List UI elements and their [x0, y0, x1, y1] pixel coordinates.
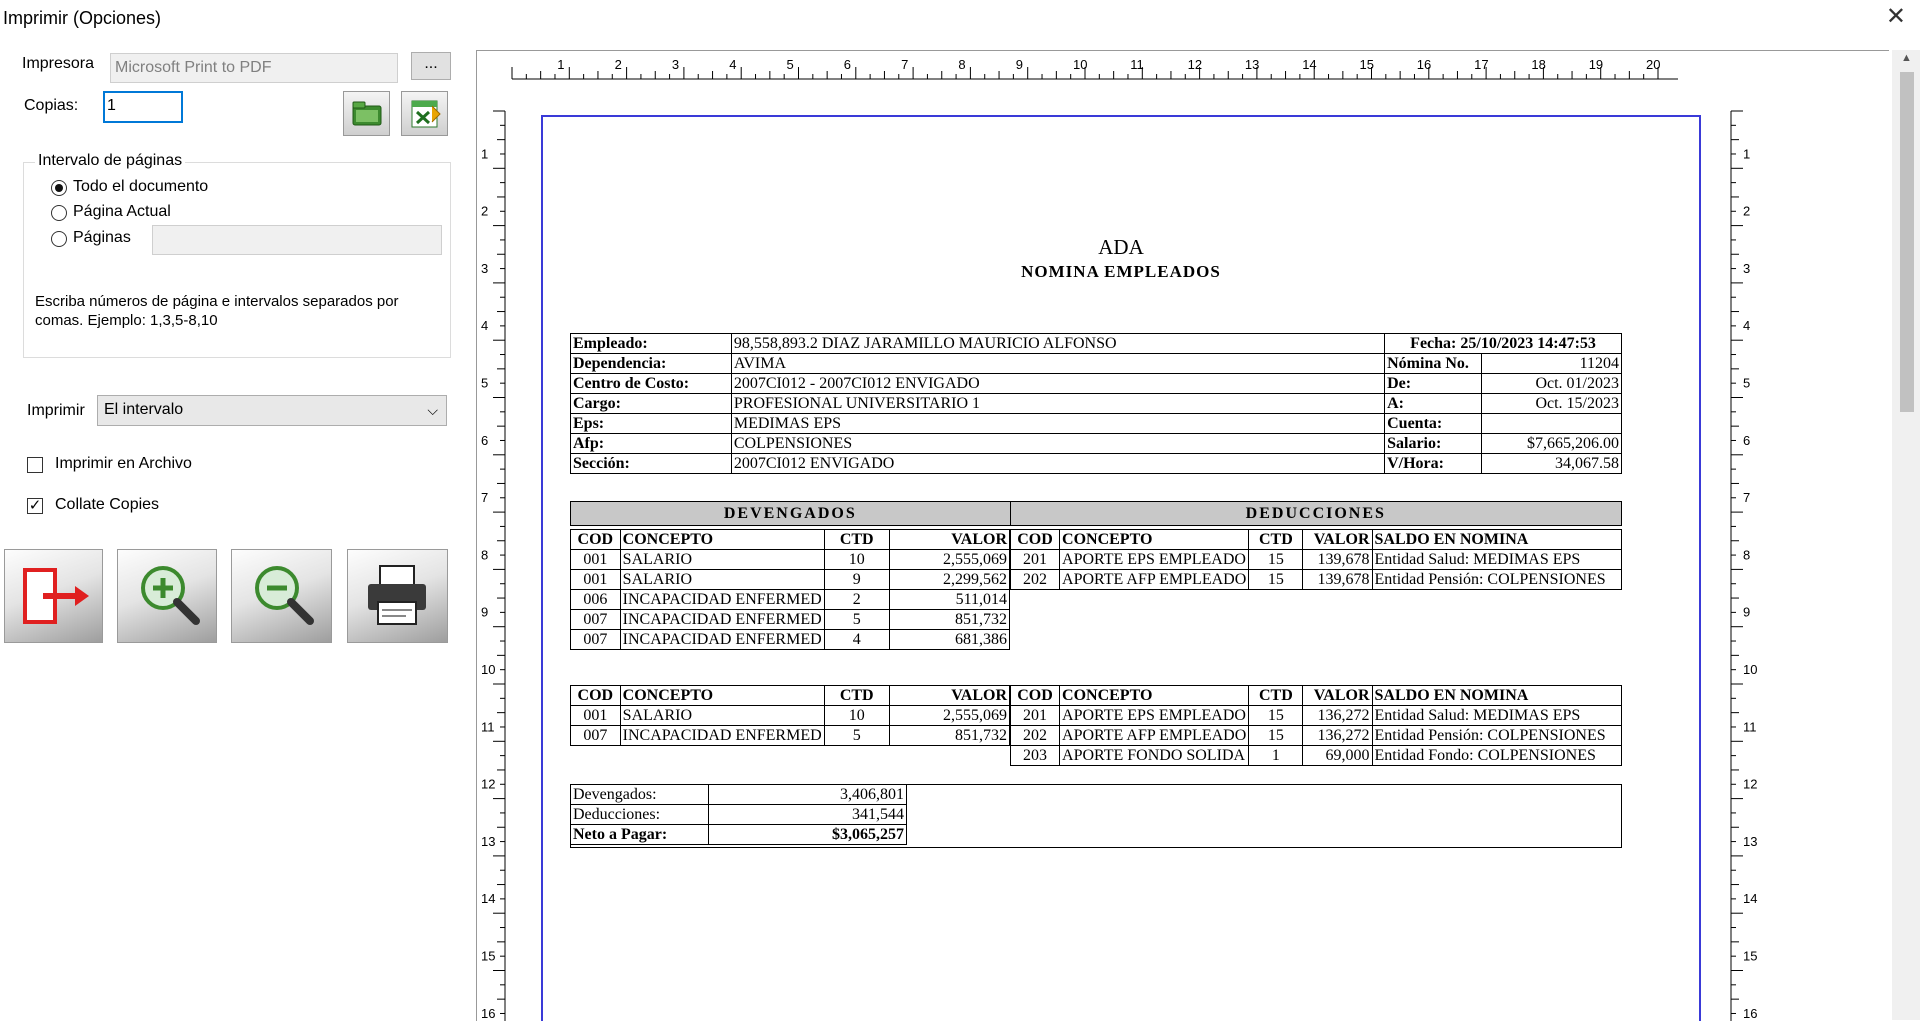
deduccion-row	[1011, 550, 1622, 570]
deducciones-table-1	[1010, 529, 1622, 590]
export-excel-icon	[402, 92, 447, 135]
devengados-table-2	[570, 685, 1010, 746]
info-value: AVIMA	[731, 354, 1384, 374]
cod-cell: 006	[571, 590, 621, 610]
valor-cell: 136,272	[1303, 706, 1372, 726]
concepto-cell: SALARIO	[620, 570, 824, 590]
saldo-cell: Entidad Fondo: COLPENSIONES	[1372, 746, 1621, 766]
ruler-label: 11	[1743, 719, 1757, 735]
devengado-row	[571, 550, 1010, 570]
col-saldo: SALDO EN NOMINA	[1372, 686, 1621, 706]
cod-cell: 203	[1011, 746, 1060, 766]
ruler-label: 11	[1130, 57, 1144, 72]
devengados-table-1	[570, 529, 1010, 650]
radio-all-pages[interactable]	[51, 180, 67, 196]
ruler-label: 9	[481, 604, 489, 620]
ruler-right	[1727, 71, 1759, 1021]
concepto-cell: APORTE FONDO SOLIDA	[1060, 746, 1249, 766]
info-value: 2007CI012 - 2007CI012 ENVIGADO	[731, 374, 1384, 394]
ruler-label: 4	[481, 318, 489, 334]
print-to-file-checkbox[interactable]	[27, 457, 43, 473]
info-label: Nómina No.	[1385, 354, 1482, 374]
radio-current-page[interactable]	[51, 205, 67, 221]
ctd-cell: 15	[1249, 570, 1303, 590]
valor-cell: 139,678	[1303, 570, 1372, 590]
copies-label: Copias:	[24, 97, 79, 114]
info-value: 98,558,893.2 DIAZ JARAMILLO MAURICIO ALFONSO	[731, 334, 1384, 354]
cod-cell: 201	[1011, 550, 1060, 570]
ruler-label: 9	[1015, 57, 1023, 72]
col-ctd: CTD	[1249, 686, 1303, 706]
info-label: Cargo:	[571, 394, 732, 414]
info-row	[571, 454, 1622, 474]
deduccion-row	[1011, 746, 1622, 766]
ruler-label: 18	[1531, 57, 1546, 72]
cod-cell: 202	[1011, 570, 1060, 590]
ruler-label: 4	[1743, 318, 1751, 334]
info-value: $7,665,206.00	[1482, 434, 1622, 454]
ctd-cell: 4	[824, 630, 889, 650]
concepto-cell: SALARIO	[620, 706, 824, 726]
radio-all-pages-label[interactable]: Todo el documento	[73, 178, 209, 195]
ruler-label: 10	[481, 662, 496, 677]
cod-cell: 001	[571, 570, 621, 590]
collate-checkbox[interactable]: ✓	[28, 497, 42, 514]
concepto-cell: INCAPACIDAD ENFERMED	[620, 630, 824, 650]
ctd-cell: 15	[1249, 706, 1303, 726]
ruler-label: 10	[1743, 662, 1758, 677]
ruler-label: 10	[1073, 57, 1088, 72]
ctd-cell: 1	[1249, 746, 1303, 766]
ruler-label: 8	[958, 57, 966, 72]
chevron-down-icon: ⌵	[427, 402, 438, 418]
report-company: ADA	[1098, 235, 1144, 259]
ruler-label: 13	[1244, 57, 1260, 72]
ruler-label: 4	[729, 57, 737, 72]
cod-cell: 007	[571, 630, 621, 650]
ruler-label: 11	[481, 719, 495, 735]
info-label: Eps:	[571, 414, 732, 434]
col-valor: VALOR	[1303, 530, 1372, 550]
ruler-label: 15	[1359, 57, 1374, 72]
valor-cell: 511,014	[889, 590, 1009, 610]
concepto-cell: APORTE AFP EMPLEADO	[1060, 726, 1249, 746]
cod-cell: 201	[1011, 706, 1060, 726]
collate-label[interactable]: Collate Copies	[55, 496, 160, 513]
ruler-label: 3	[1743, 260, 1751, 276]
title-bar	[0, 0, 1920, 38]
ruler-left	[477, 71, 509, 1021]
ruler-label: 13	[1743, 833, 1758, 849]
cod-cell: 001	[571, 550, 621, 570]
ruler-label: 3	[481, 260, 489, 276]
ctd-cell: 9	[824, 570, 889, 590]
pages-input[interactable]	[152, 225, 442, 255]
ruler-label: 16	[1416, 57, 1432, 72]
total-row	[571, 785, 907, 805]
zoom-out-icon	[232, 550, 331, 642]
ruler-label: 1	[557, 57, 565, 72]
info-label: A:	[1385, 394, 1482, 414]
valor-cell: 2,299,562	[889, 570, 1009, 590]
valor-cell: 681,386	[889, 630, 1009, 650]
ctd-cell: 15	[1249, 726, 1303, 746]
total-value: $3,065,257	[708, 825, 906, 845]
total-row	[571, 805, 907, 825]
deducciones-header: DEDUCCIONES	[1010, 502, 1621, 526]
info-label: Sección:	[571, 454, 732, 474]
info-row	[571, 434, 1622, 454]
info-row	[571, 374, 1622, 394]
info-value: 2007CI012 ENVIGADO	[731, 454, 1384, 474]
saldo-cell: Entidad Pensión: COLPENSIONES	[1372, 570, 1621, 590]
exit-button[interactable]	[4, 549, 103, 643]
col-valor: VALOR	[889, 686, 1009, 706]
exit-icon	[5, 550, 102, 642]
ctd-cell: 10	[824, 550, 889, 570]
info-label: Centro de Costo:	[571, 374, 732, 394]
folder-icon	[344, 92, 389, 135]
ruler-label: 2	[614, 57, 622, 72]
close-icon[interactable]: ✕	[1885, 3, 1906, 30]
valor-cell: 2,555,069	[889, 550, 1009, 570]
ruler-label: 9	[1743, 604, 1751, 620]
ruler-label: 12	[1743, 776, 1758, 792]
col-ctd: CTD	[1249, 530, 1303, 550]
col-saldo: SALDO EN NOMINA	[1372, 530, 1621, 550]
deduccion-row	[1011, 706, 1622, 726]
export-excel-button[interactable]	[401, 91, 448, 136]
cod-cell: 001	[571, 706, 621, 726]
total-value: 341,544	[708, 805, 906, 825]
info-value: Oct. 15/2023	[1482, 394, 1622, 414]
ruler-label: 8	[481, 547, 489, 563]
print-what-select[interactable]	[97, 395, 447, 426]
info-label: Salario:	[1385, 434, 1482, 454]
open-folder-button[interactable]	[343, 91, 390, 136]
deduccion-row	[1011, 726, 1622, 746]
info-value	[1482, 414, 1622, 434]
info-row	[571, 394, 1622, 414]
col-cod: COD	[571, 686, 621, 706]
valor-cell: 69,000	[1303, 746, 1372, 766]
valor-cell: 851,732	[889, 726, 1009, 746]
printer-label: Impresora	[22, 55, 95, 72]
ruler-label: 14	[481, 891, 496, 907]
ruler-label: 8	[1743, 547, 1751, 563]
ruler-label: 13	[481, 833, 496, 849]
concepto-cell: APORTE AFP EMPLEADO	[1060, 570, 1249, 590]
cod-cell: 202	[1011, 726, 1060, 746]
concepto-cell: INCAPACIDAD ENFERMED	[620, 726, 824, 746]
column-header-row	[1011, 686, 1622, 706]
valor-cell: 139,678	[1303, 550, 1372, 570]
ruler-label: 14	[1302, 57, 1317, 72]
column-header-row	[571, 686, 1010, 706]
saldo-cell: Entidad Pensión: COLPENSIONES	[1372, 726, 1621, 746]
info-label: Dependencia:	[571, 354, 732, 374]
zoom-in-icon	[118, 550, 216, 642]
col-ctd: CTD	[824, 530, 889, 550]
ruler-label: 1	[1743, 146, 1751, 162]
report-date: Fecha: 25/10/2023 14:47:53	[1385, 334, 1622, 354]
info-value: COLPENSIONES	[731, 434, 1384, 454]
ruler-label: 2	[1743, 203, 1751, 219]
devengados-header: DEVENGADOS	[571, 502, 1011, 526]
info-value: 11204	[1482, 354, 1622, 374]
ctd-cell: 15	[1249, 550, 1303, 570]
concepto-cell: SALARIO	[620, 550, 824, 570]
info-value: Oct. 01/2023	[1482, 374, 1622, 394]
info-label: Afp:	[571, 434, 732, 454]
ruler-label: 12	[481, 776, 496, 792]
info-row	[571, 334, 1622, 354]
page-range-hint: Escriba números de página e intervalos separados por comas. Ejemplo: 1,3,5-8,10	[35, 293, 399, 329]
saldo-cell: Entidad Salud: MEDIMAS EPS	[1372, 706, 1621, 726]
copies-input[interactable]: 1	[103, 91, 183, 123]
devengado-row	[571, 610, 1010, 630]
print-to-file-label[interactable]: Imprimir en Archivo	[55, 455, 192, 472]
scrollbar-thumb[interactable]	[1900, 72, 1914, 412]
col-cod: COD	[571, 530, 621, 550]
total-label: Devengados:	[571, 785, 709, 805]
col-concepto: CONCEPTO	[620, 530, 824, 550]
report-title: NOMINA EMPLEADOS	[1021, 262, 1221, 281]
ruler-label: 15	[481, 948, 496, 964]
ruler-label: 16	[481, 1005, 496, 1021]
col-cod: COD	[1011, 530, 1060, 550]
ruler-label: 2	[481, 203, 489, 219]
column-header-row	[1011, 530, 1622, 550]
devengado-row	[571, 570, 1010, 590]
print-what-value: El intervalo	[104, 401, 184, 418]
section-header-table	[570, 501, 1622, 526]
col-valor: VALOR	[1303, 686, 1372, 706]
ruler-label: 20	[1646, 57, 1661, 72]
col-concepto: CONCEPTO	[1060, 686, 1249, 706]
col-concepto: CONCEPTO	[620, 686, 824, 706]
ruler-label: 1	[481, 146, 489, 162]
ruler-label: 5	[786, 57, 794, 72]
cod-cell: 007	[571, 610, 621, 630]
total-label: Deducciones:	[571, 805, 709, 825]
info-row	[571, 414, 1622, 434]
info-label: De:	[1385, 374, 1482, 394]
ruler-label: 5	[481, 375, 489, 391]
print-what-label: Imprimir	[27, 402, 85, 419]
ctd-cell: 2	[824, 590, 889, 610]
ruler-label: 12	[1187, 57, 1203, 72]
vertical-scrollbar[interactable]	[1892, 50, 1920, 1020]
col-valor: VALOR	[889, 530, 1009, 550]
ruler-label: 7	[481, 490, 489, 506]
concepto-cell: APORTE EPS EMPLEADO	[1060, 550, 1249, 570]
print-preview[interactable]	[476, 50, 1889, 1021]
window-title: Imprimir (Opciones)	[3, 8, 162, 28]
radio-current-page-label[interactable]: Página Actual	[73, 203, 171, 220]
radio-pages-label[interactable]: Páginas	[73, 229, 131, 246]
valor-cell: 136,272	[1303, 726, 1372, 746]
devengado-row	[571, 706, 1010, 726]
total-label: Neto a Pagar:	[571, 825, 709, 845]
zoom-out-button[interactable]	[231, 549, 332, 643]
info-value: PROFESIONAL UNIVERSITARIO 1	[731, 394, 1384, 414]
valor-cell: 851,732	[889, 610, 1009, 630]
col-ctd: CTD	[824, 686, 889, 706]
ruler-label: 15	[1743, 948, 1758, 964]
col-cod: COD	[1011, 686, 1060, 706]
saldo-cell: Entidad Salud: MEDIMAS EPS	[1372, 550, 1621, 570]
ruler-label: 6	[843, 57, 852, 72]
devengado-row	[571, 630, 1010, 650]
devengado-row	[571, 726, 1010, 746]
deduccion-row	[1011, 570, 1622, 590]
employee-info-table	[570, 333, 1622, 474]
ctd-cell: 10	[824, 706, 889, 726]
valor-cell: 2,555,069	[889, 706, 1009, 726]
column-header-row	[571, 530, 1010, 550]
ruler-label: 17	[1474, 57, 1489, 72]
ruler-label: 6	[1743, 432, 1751, 448]
printer-icon	[348, 550, 447, 642]
cod-cell: 007	[571, 726, 621, 746]
col-concepto: CONCEPTO	[1060, 530, 1249, 550]
info-row	[571, 354, 1622, 374]
info-label: Cuenta:	[1385, 414, 1482, 434]
scroll-up-icon[interactable]: ▲	[1901, 52, 1912, 64]
ruler-top	[477, 51, 1757, 83]
totals-table	[570, 784, 907, 845]
info-label: Empleado:	[571, 334, 732, 354]
concepto-cell: INCAPACIDAD ENFERMED	[620, 590, 824, 610]
ruler-label: 7	[901, 57, 909, 72]
ruler-label: 16	[1743, 1005, 1758, 1021]
info-value: 34,067.58	[1482, 454, 1622, 474]
concepto-cell: APORTE EPS EMPLEADO	[1060, 706, 1249, 726]
radio-pages[interactable]	[51, 231, 67, 247]
ruler-label: 14	[1743, 891, 1758, 907]
total-value: 3,406,801	[708, 785, 906, 805]
ruler-label: 7	[1743, 490, 1751, 506]
devengado-row	[571, 590, 1010, 610]
ctd-cell: 5	[824, 610, 889, 630]
ruler-label: 5	[1743, 375, 1751, 391]
page-range-title: Intervalo de páginas	[35, 152, 185, 170]
print-button[interactable]	[347, 549, 448, 643]
ruler-label: 6	[481, 432, 489, 448]
total-row	[571, 825, 907, 845]
ruler-label: 3	[671, 57, 680, 72]
report-page	[541, 115, 1701, 1021]
ruler-label: 19	[1588, 57, 1604, 72]
info-label: V/Hora:	[1385, 454, 1482, 474]
deducciones-table-2	[1010, 685, 1622, 766]
ctd-cell: 5	[824, 726, 889, 746]
zoom-in-button[interactable]	[117, 549, 217, 643]
printer-browse-button[interactable]: ...	[411, 52, 451, 80]
info-value: MEDIMAS EPS	[731, 414, 1384, 434]
concepto-cell: INCAPACIDAD ENFERMED	[620, 610, 824, 630]
printer-field[interactable]: Microsoft Print to PDF	[110, 53, 398, 83]
